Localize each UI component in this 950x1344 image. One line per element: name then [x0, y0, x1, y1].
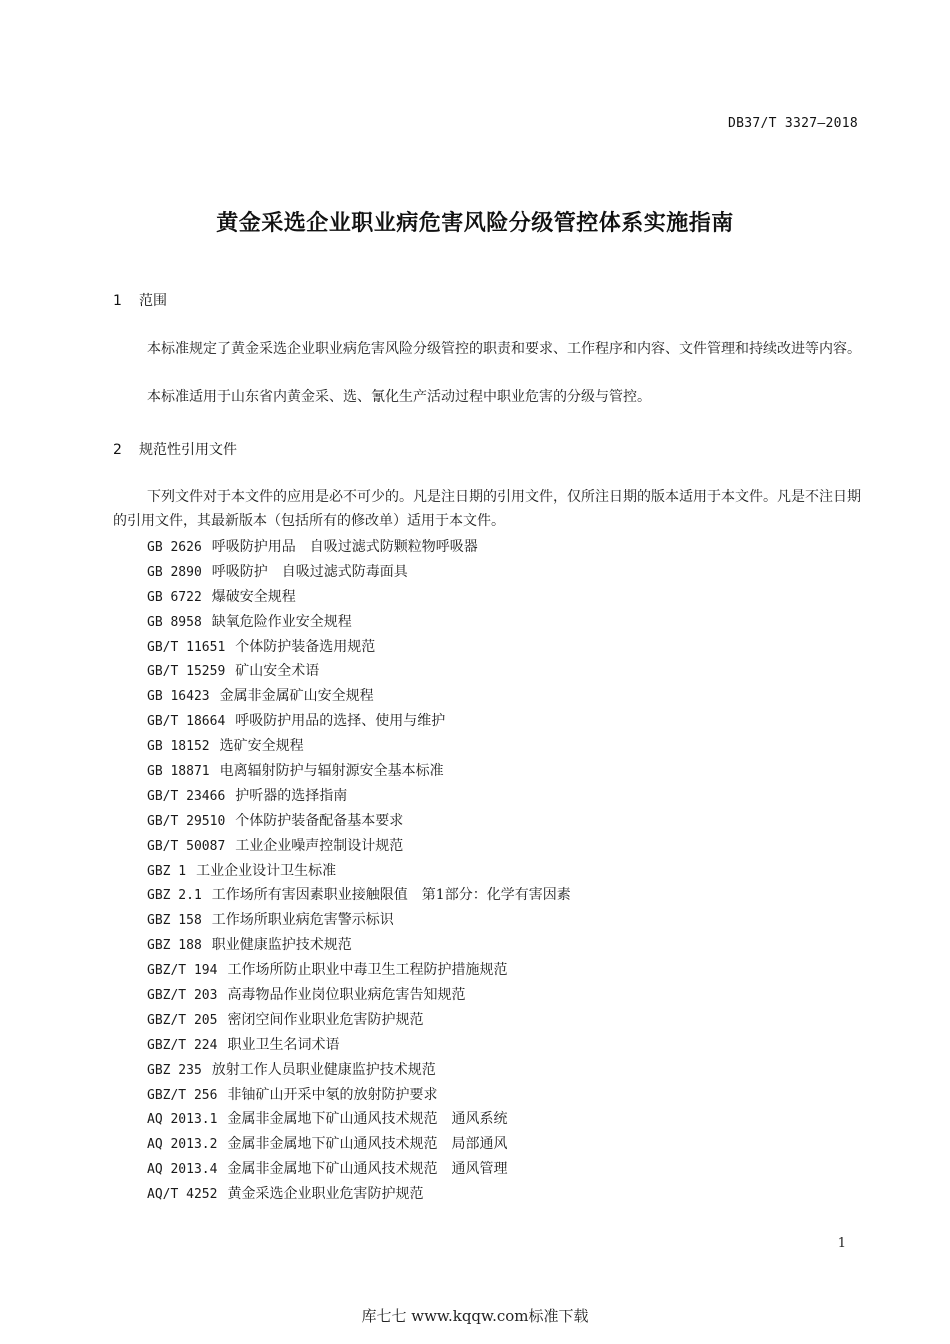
- reference-item: [147, 1008, 571, 1033]
- reference-item: [147, 933, 571, 958]
- reference-title: 呼吸防护用品 自吸过滤式防颗粒物呼吸器: [211, 539, 478, 555]
- reference-item: [147, 1182, 571, 1207]
- reference-item: [147, 759, 571, 784]
- reference-code: GBZ 188: [147, 938, 202, 954]
- reference-title: 护听器的选择指南: [235, 787, 348, 804]
- reference-item: [147, 834, 571, 859]
- reference-code: GB 2890: [147, 564, 202, 580]
- reference-title: 金属非金属地下矿山通风技术规范 通风系统: [227, 1111, 508, 1128]
- reference-code: GBZ/T 194: [147, 963, 218, 979]
- reference-title: 非铀矿山开采中氡的放射防护要求: [227, 1086, 438, 1103]
- reference-title: 密闭空间作业职业危害防护规范: [227, 1011, 424, 1028]
- paragraph-text: 本标准规定了黄金采选企业职业病危害风险分级管控的职责和要求、工作程序和内容、文件管理和持续改进等内容。: [147, 341, 861, 357]
- reference-item: [147, 809, 571, 834]
- reference-code: GBZ 1: [147, 863, 187, 879]
- reference-item: [147, 908, 571, 933]
- reference-code: GBZ 158: [147, 913, 202, 929]
- reference-code: GB 6722: [147, 589, 202, 605]
- reference-title: 爆破安全规程: [211, 588, 296, 605]
- reference-item: [147, 1033, 571, 1058]
- reference-title: 金属非金属地下矿山通风技术规范 局部通风: [227, 1136, 508, 1153]
- reference-title: 电离辐射防护与辐射源安全基本标准: [219, 763, 444, 780]
- reference-code: GB/T 50087: [147, 838, 226, 854]
- section-number: 1: [113, 293, 122, 309]
- reference-item: [147, 709, 571, 734]
- reference-title: 工作场所有害因素职业接触限值 第1部分：化学有害因素: [211, 887, 571, 904]
- reference-title: 金属非金属矿山安全规程: [219, 688, 374, 705]
- section-1-paragraph-2: [113, 385, 861, 409]
- reference-item: [147, 1083, 571, 1108]
- reference-item: [147, 958, 571, 983]
- reference-title: 高毒物品作业岗位职业病危害告知规范: [227, 987, 466, 1004]
- reference-item: [147, 1132, 571, 1157]
- section-2-paragraph-1: [113, 485, 861, 533]
- reference-item: [147, 784, 571, 809]
- reference-item: [147, 585, 571, 610]
- section-1-paragraph-1: [113, 337, 861, 361]
- reference-title: 缺氧危险作业安全规程: [211, 613, 352, 630]
- reference-code: GB 2626: [147, 540, 202, 555]
- reference-code: GBZ/T 203: [147, 988, 218, 1004]
- reference-list: [147, 535, 571, 1207]
- reference-code: GBZ/T 205: [147, 1012, 218, 1028]
- reference-title: 金属非金属地下矿山通风技术规范 通风管理: [227, 1161, 508, 1178]
- reference-code: GB 8958: [147, 614, 202, 630]
- reference-title: 放射工作人员职业健康监护技术规范: [211, 1061, 436, 1078]
- reference-item: [147, 859, 571, 884]
- reference-code: GB/T 23466: [147, 788, 226, 804]
- reference-title: 职业卫生名词术语: [227, 1036, 340, 1053]
- reference-item: [147, 610, 571, 635]
- reference-item: [147, 883, 571, 908]
- reference-code: GB 16423: [147, 689, 210, 705]
- reference-title: 呼吸防护用品的选择、使用与维护: [235, 713, 446, 730]
- section-1-heading: [113, 290, 167, 310]
- reference-code: GB/T 11651: [147, 639, 226, 655]
- paragraph-text: 下列文件对于本文件的应用是必不可少的。凡是注日期的引用文件，仅所注日期的版本适用于本文件。凡是不注日期的引用文件，其最新版本（包括所有的修改单）适用于本文件。: [113, 489, 861, 529]
- reference-title: 个体防护装备选用规范: [235, 638, 376, 655]
- reference-code: GB/T 18664: [147, 714, 226, 730]
- reference-code: GB 18152: [147, 739, 210, 755]
- reference-code: AQ/T 4252: [147, 1187, 218, 1203]
- reference-item: [147, 535, 571, 560]
- footer-watermark: 库七七 www.kqqw.com标准下载: [361, 1307, 589, 1325]
- section-title: 范围: [139, 293, 167, 309]
- reference-code: GBZ 235: [147, 1062, 202, 1078]
- section-2-heading: [113, 439, 237, 459]
- reference-title: 矿山安全术语: [235, 663, 320, 680]
- reference-title: 个体防护装备配备基本要求: [235, 812, 404, 829]
- reference-item: [147, 983, 571, 1008]
- reference-code: AQ 2013.2: [147, 1137, 218, 1153]
- reference-item: [147, 1058, 571, 1083]
- reference-item: [147, 1107, 571, 1132]
- reference-title: 呼吸防护 自吸过滤式防毒面具: [211, 563, 408, 580]
- reference-item: [147, 734, 571, 759]
- reference-code: AQ 2013.1: [147, 1112, 218, 1128]
- reference-item: [147, 659, 571, 684]
- section-number: 2: [113, 442, 122, 458]
- page-number: 1: [837, 1236, 846, 1251]
- reference-title: 工作场所职业病危害警示标识: [211, 912, 394, 929]
- reference-title: 工业企业噪声控制设计规范: [235, 837, 404, 854]
- reference-code: AQ 2013.4: [147, 1162, 218, 1178]
- reference-item: [147, 684, 571, 709]
- reference-code: GBZ 2.1: [147, 888, 202, 904]
- reference-code: GBZ/T 256: [147, 1087, 218, 1103]
- reference-code: GB/T 29510: [147, 813, 226, 829]
- reference-title: 工业企业设计卫生标准: [196, 862, 337, 879]
- standard-code: DB37/T 3327—2018: [727, 116, 858, 131]
- reference-code: GB 18871: [147, 764, 210, 780]
- reference-title: 工作场所防止职业中毒卫生工程防护措施规范: [227, 962, 508, 979]
- reference-item: [147, 1157, 571, 1182]
- reference-title: 职业健康监护技术规范: [211, 937, 352, 954]
- reference-code: GB/T 15259: [147, 664, 226, 680]
- document-title: 黄金采选企业职业病危害风险分级管控体系实施指南: [216, 211, 734, 236]
- reference-code: GBZ/T 224: [147, 1037, 218, 1053]
- reference-item: [147, 635, 571, 660]
- paragraph-text: 本标准适用于山东省内黄金采、选、氰化生产活动过程中职业危害的分级与管控。: [147, 389, 651, 405]
- reference-title: 黄金采选企业职业危害防护规范: [227, 1186, 424, 1203]
- reference-title: 选矿安全规程: [219, 738, 304, 755]
- section-title: 规范性引用文件: [139, 442, 237, 458]
- reference-item: [147, 560, 571, 585]
